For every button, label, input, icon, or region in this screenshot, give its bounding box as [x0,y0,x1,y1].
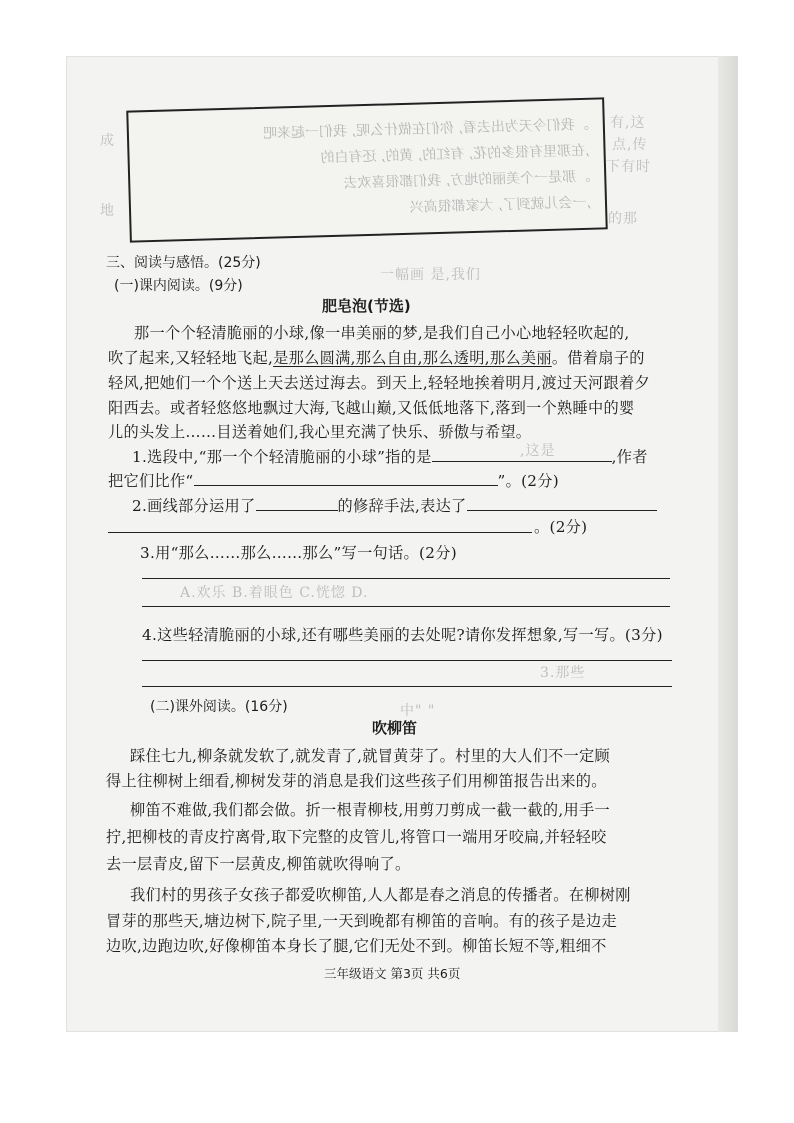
question-2-score: 。(2分) [534,518,588,536]
answer-blank[interactable] [467,496,657,511]
answer-line[interactable] [108,532,532,533]
question-text: 的修辞手法,表达了 [337,497,467,515]
box-faint-line: ,一会儿就到了, 大家都很高兴 [409,194,592,216]
bleed-through-mark: 中" " [400,703,436,719]
bleed-through-mark: A.欢乐 B.着眼色 C.恍惚 D. [180,585,369,601]
bleed-through-mark: 3.那些 [540,665,586,681]
box-faint-line: 。我们今天为出去看, 你们在做什么呢, 我们一起来吧 [262,116,590,142]
question-text: ”。(2分) [497,472,559,490]
underlined-phrase: 是那么圆满,那么自由,那么透明,那么美丽 [273,349,552,367]
answer-blank[interactable] [432,447,612,462]
passage-text: 。借着扇子的 [551,349,645,367]
question-text: 2.画线部分运用了 [132,497,256,515]
question-1-line2 [108,470,559,491]
box-faint-line: 。那是一个美丽的地方, 我们都很喜欢去 [343,168,591,192]
question-1 [132,446,648,467]
passage-line: 冒芽的那些天,塘边树下,院子里,一天到晚都有柳笛的音响。有的孩子是边走 [106,912,617,930]
bleed-through-mark: 的那 [608,211,638,227]
section-heading: 三、阅读与感悟。(25分) [106,255,261,271]
passage-line: 拧,把柳枝的青皮拧离骨,取下完整的皮管儿,将管口一端用牙咬扁,并轻轻咬 [106,828,607,846]
passage-line [108,347,645,368]
passage-title: 吹柳笛 [372,719,418,737]
question-text: 把它们比作“ [108,472,194,490]
passage-line: 儿的头发上……目送着她们,我心里充满了快乐、骄傲与希望。 [108,423,532,441]
passage-line: 边吹,边跑边吹,好像柳笛本身长了腿,它们无处不到。柳笛长短不等,粗细不 [106,937,607,955]
bleed-through-mark: 有,这 [610,115,646,131]
passage-line: 踩住七九,柳条就发软了,就发青了,就冒黄芽了。村里的大人们不一定顾 [130,747,611,765]
answer-line[interactable] [142,660,672,661]
box-faint-line: ,在那里有很多的花, 有红的, 黄的, 还有白的 [320,142,590,167]
previous-section-box [126,97,607,242]
bleed-through-mark: 下有时 [606,159,651,175]
bleed-through-mark: 成 [100,133,115,149]
question-3: 3.用“那么……那么……那么”写一句话。(2分) [140,544,457,562]
passage-text: 吹了起来,又轻轻地飞起, [108,349,274,367]
passage-line: 那一个个轻清脆丽的小球,像一串美丽的梦,是我们自己小心地轻轻吹起的, [134,324,630,342]
paper-edge [718,56,738,1032]
bleed-through-mark: 地 [100,203,115,219]
question-text: ,作者 [611,448,648,466]
passage-line: 去一层青皮,留下一层黄皮,柳笛就吹得响了。 [106,855,411,873]
answer-blank[interactable] [256,496,338,511]
answer-line[interactable] [142,578,670,579]
answer-blank[interactable] [194,471,498,486]
subsection-heading: (二)课外阅读。(16分) [150,699,288,715]
bleed-through-mark: 点,传 [612,137,648,153]
page-footer: 三年级语文 第3页 共6页 [324,966,461,981]
question-2 [132,495,657,516]
passage-line: 得上往柳树上细看,柳树发芽的消息是我们这些孩子们用柳笛报告出来的。 [106,772,607,790]
answer-line[interactable] [142,606,670,607]
passage-line: 柳笛不难做,我们都会做。折一根青柳枝,用剪刀剪成一截一截的,用手一 [130,801,611,819]
question-4: 4.这些轻清脆丽的小球,还有哪些美丽的去处呢?请你发挥想象,写一写。(3分) [142,626,663,644]
answer-line[interactable] [142,686,672,687]
passage-title: 肥皂泡(节选) [322,297,411,315]
passage-line: 阳西去。或者轻悠悠地飘过大海,飞越山巅,又低低地落下,落到一个熟睡中的婴 [108,399,635,417]
passage-line: 我们村的男孩子女孩子都爱吹柳笛,人人都是春之消息的传播者。在柳树刚 [130,886,631,904]
bleed-through-mark: 一幅画 是,我们 [380,267,481,283]
passage-line: 轻风,把她们一个个送上天去送过海去。到天上,轻轻地挨着明月,渡过天河跟着夕 [108,374,650,392]
question-text: 1.选段中,“那一个个轻清脆丽的小球”指的是 [132,448,432,466]
bleed-through-mark: ,这是 [520,443,556,459]
subsection-heading: (一)课内阅读。(9分) [114,278,243,294]
